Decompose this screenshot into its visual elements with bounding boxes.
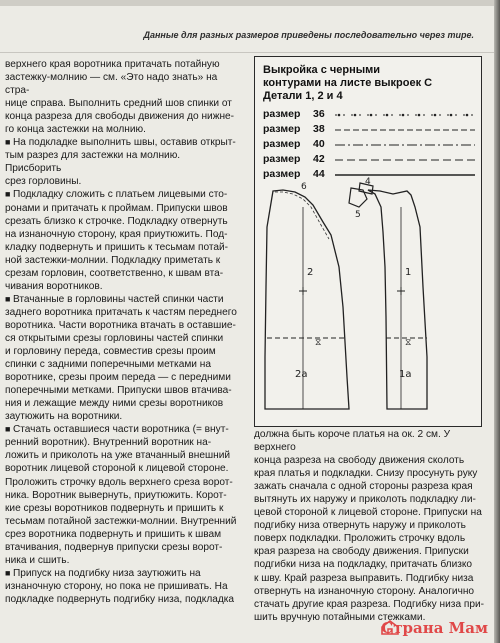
left-text-line: воротнике, срезы проим переда — с передними [5, 372, 231, 384]
left-text-line: срезать близко к строчке. Подкладку отвернуть [5, 215, 228, 227]
right-text-line: края разреза на свободу движения. Припуски [254, 546, 469, 558]
left-text-line: конца разреза для свободы движения до нижне- [5, 111, 235, 123]
label-piece-2: 2 [307, 267, 314, 278]
pattern-title-line-2: контурами на листе выкроек С [263, 77, 433, 89]
left-paragraph [5, 567, 239, 606]
right-text-line: подгибки низа на подкладку, притачать близко [254, 559, 473, 571]
size-row-36: размер 36 [263, 108, 325, 120]
page-fold-shadow [494, 0, 500, 643]
label-piece-6: 6 [301, 182, 307, 192]
right-text-line: стачать другие края разреза. Подгибку низа при- [254, 598, 485, 610]
left-text-line: Подкладку сложить с платьем лицевыми сто- [12, 189, 228, 201]
right-text-line: края платья и подкладки. Снизу просунуть руку [254, 468, 478, 480]
page-header: Данные для разных размеров приведены последовательно через тире. [143, 30, 474, 40]
left-text-line: Втачанные в горловины частей спинки части [12, 293, 224, 305]
left-text-line: На подкладке выполнить швы, оставив открыт- [12, 137, 236, 149]
left-text-line: заднего воротника притачать к частям переднего [5, 306, 237, 318]
left-text-line: срезам горловин, соответственно, к швам вта- [5, 267, 224, 279]
label-piece-5: 5 [355, 210, 361, 220]
size-row-44: размер 44 [263, 168, 325, 180]
left-text-line: втачивания, подвернув припуски срезы ворот- [5, 541, 223, 553]
left-text-line: нице справа. Выполнить средний шов спинки от [5, 98, 232, 110]
left-text-line: тым разрез для застежки на молнию. Присборить [5, 150, 181, 175]
pattern-drawing [255, 57, 481, 426]
right-text-line: цевой стороной к лицевой стороне. Припуски на [254, 507, 482, 519]
pattern-title-line-1: Выкройка с черными [263, 64, 381, 76]
left-paragraph [5, 58, 239, 136]
size-row-40: размер 40 [263, 138, 325, 150]
left-text-line: Припуск на подгибку низа заутюжить на [12, 567, 201, 579]
right-text-line: должна быть короче платья на ок. 2 см. У верхнего [254, 429, 451, 454]
left-text-line: кие срезы воротников подвернуть и пришить к [5, 502, 224, 514]
pattern-piece-collar-5 [349, 188, 367, 207]
watermark: Страна Мам [381, 619, 488, 637]
label-piece-2a: 2a [295, 369, 308, 380]
left-paragraph [5, 293, 239, 423]
left-text-line: на изнаночную сторону, края приутюжить. Под- [5, 228, 228, 240]
left-text-line: и горловину переда, совместив срезы проим [5, 346, 216, 358]
label-piece-1: 1 [405, 267, 412, 278]
left-text-line: ренний воротник). Внутренний воротник на- [5, 437, 212, 449]
left-text-line: заутюжить на воротники. [5, 411, 123, 423]
right-text-line: вытянуть их наружу и приколоть подкладку ли- [254, 494, 476, 506]
right-text-line: отвернуть на изнаночную сторону. Аналогично [254, 585, 475, 597]
size-row-42: размер 42 [263, 153, 325, 165]
right-text-line: поверх подкладки. Проложить строчку вдоль [254, 533, 466, 545]
left-paragraph [5, 136, 239, 188]
left-text-line: чивания воротников. [5, 280, 103, 292]
top-band [0, 0, 496, 6]
label-piece-4: 4 [365, 177, 371, 187]
left-text-line: ронами и притачать к проймам. Припуски швов [5, 202, 228, 214]
left-text-line: кладку подвернуть и пришить к тесьмам потай- [5, 241, 229, 253]
left-text-line: ния и лежащие между ними срезы воротников [5, 398, 224, 410]
left-paragraph [5, 423, 239, 567]
left-text-line: ложить и приколоть на уже втачанный внешний [5, 450, 231, 462]
left-text-line: ной застежки-молнии. Подкладку приметать к [5, 254, 221, 266]
left-text-line: Стачать оставшиеся части воротника (= внут- [12, 424, 229, 436]
left-text-line: го конца застежки на молнию. [5, 124, 146, 136]
left-text-line: воротник лицевой стороной к лицевой стороне. [5, 463, 229, 475]
label-piece-1a: 1a [399, 369, 412, 380]
right-text-line: конца разреза на свободу движения сколоть [254, 455, 465, 467]
left-text-line: Проложить строчку вдоль верхнего среза ворот- [5, 476, 233, 488]
pattern-title-line-3: Детали 1, 2 и 4 [263, 90, 343, 102]
left-text-line: ся открытыми срезы горловины частей спинки [5, 332, 224, 344]
left-text-line: воротника. Части воротника втачать в оставшие- [5, 319, 236, 331]
left-text-line: подкладке подвернуть подгибку низа, подкладка [5, 593, 235, 605]
left-text-column [5, 58, 239, 606]
svg-text:⧖: ⧖ [315, 338, 322, 348]
right-text-line: зажать сначала с одной стороны разреза края [254, 481, 473, 493]
pattern-box [254, 56, 482, 427]
left-text-line: ника и сшить. [5, 554, 70, 566]
left-text-line: застежку-молнию — см. «Это надо знать» на стра- [5, 72, 218, 97]
left-text-line: срез воротника подвернуть и пришить к швам [5, 528, 222, 540]
left-text-line: спинки с задними поперечными метками на [5, 359, 211, 371]
header-rule [0, 52, 496, 53]
left-text-line: верхнего края воротника притачать потайную [5, 59, 220, 70]
left-text-line: поперечными метками. Припуски швов втачива- [5, 385, 232, 397]
right-text-line: шить вручную потайными стежками. [254, 611, 426, 623]
right-paragraph [254, 428, 486, 624]
left-text-line: ника. Воротник вывернуть, приутюжить. Корот- [5, 489, 227, 501]
left-text-line: изнаночную сторону, но пока не пришивать. На [5, 580, 228, 592]
right-text-column [254, 428, 486, 624]
left-paragraph [5, 188, 239, 292]
left-text-line: тесьмам потайной застежки-молнии. Внутренний [5, 515, 237, 527]
size-row-38: размер 38 [263, 123, 325, 135]
svg-text:⧖: ⧖ [405, 338, 412, 348]
right-text-line: к шву. Край разреза выправить. Подгибку низа [254, 572, 474, 584]
right-text-line: подгибку низа отвернуть наружу и приколоть [254, 520, 466, 532]
left-text-line: срез горловины. [5, 176, 82, 188]
pattern-piece-front [368, 190, 427, 409]
